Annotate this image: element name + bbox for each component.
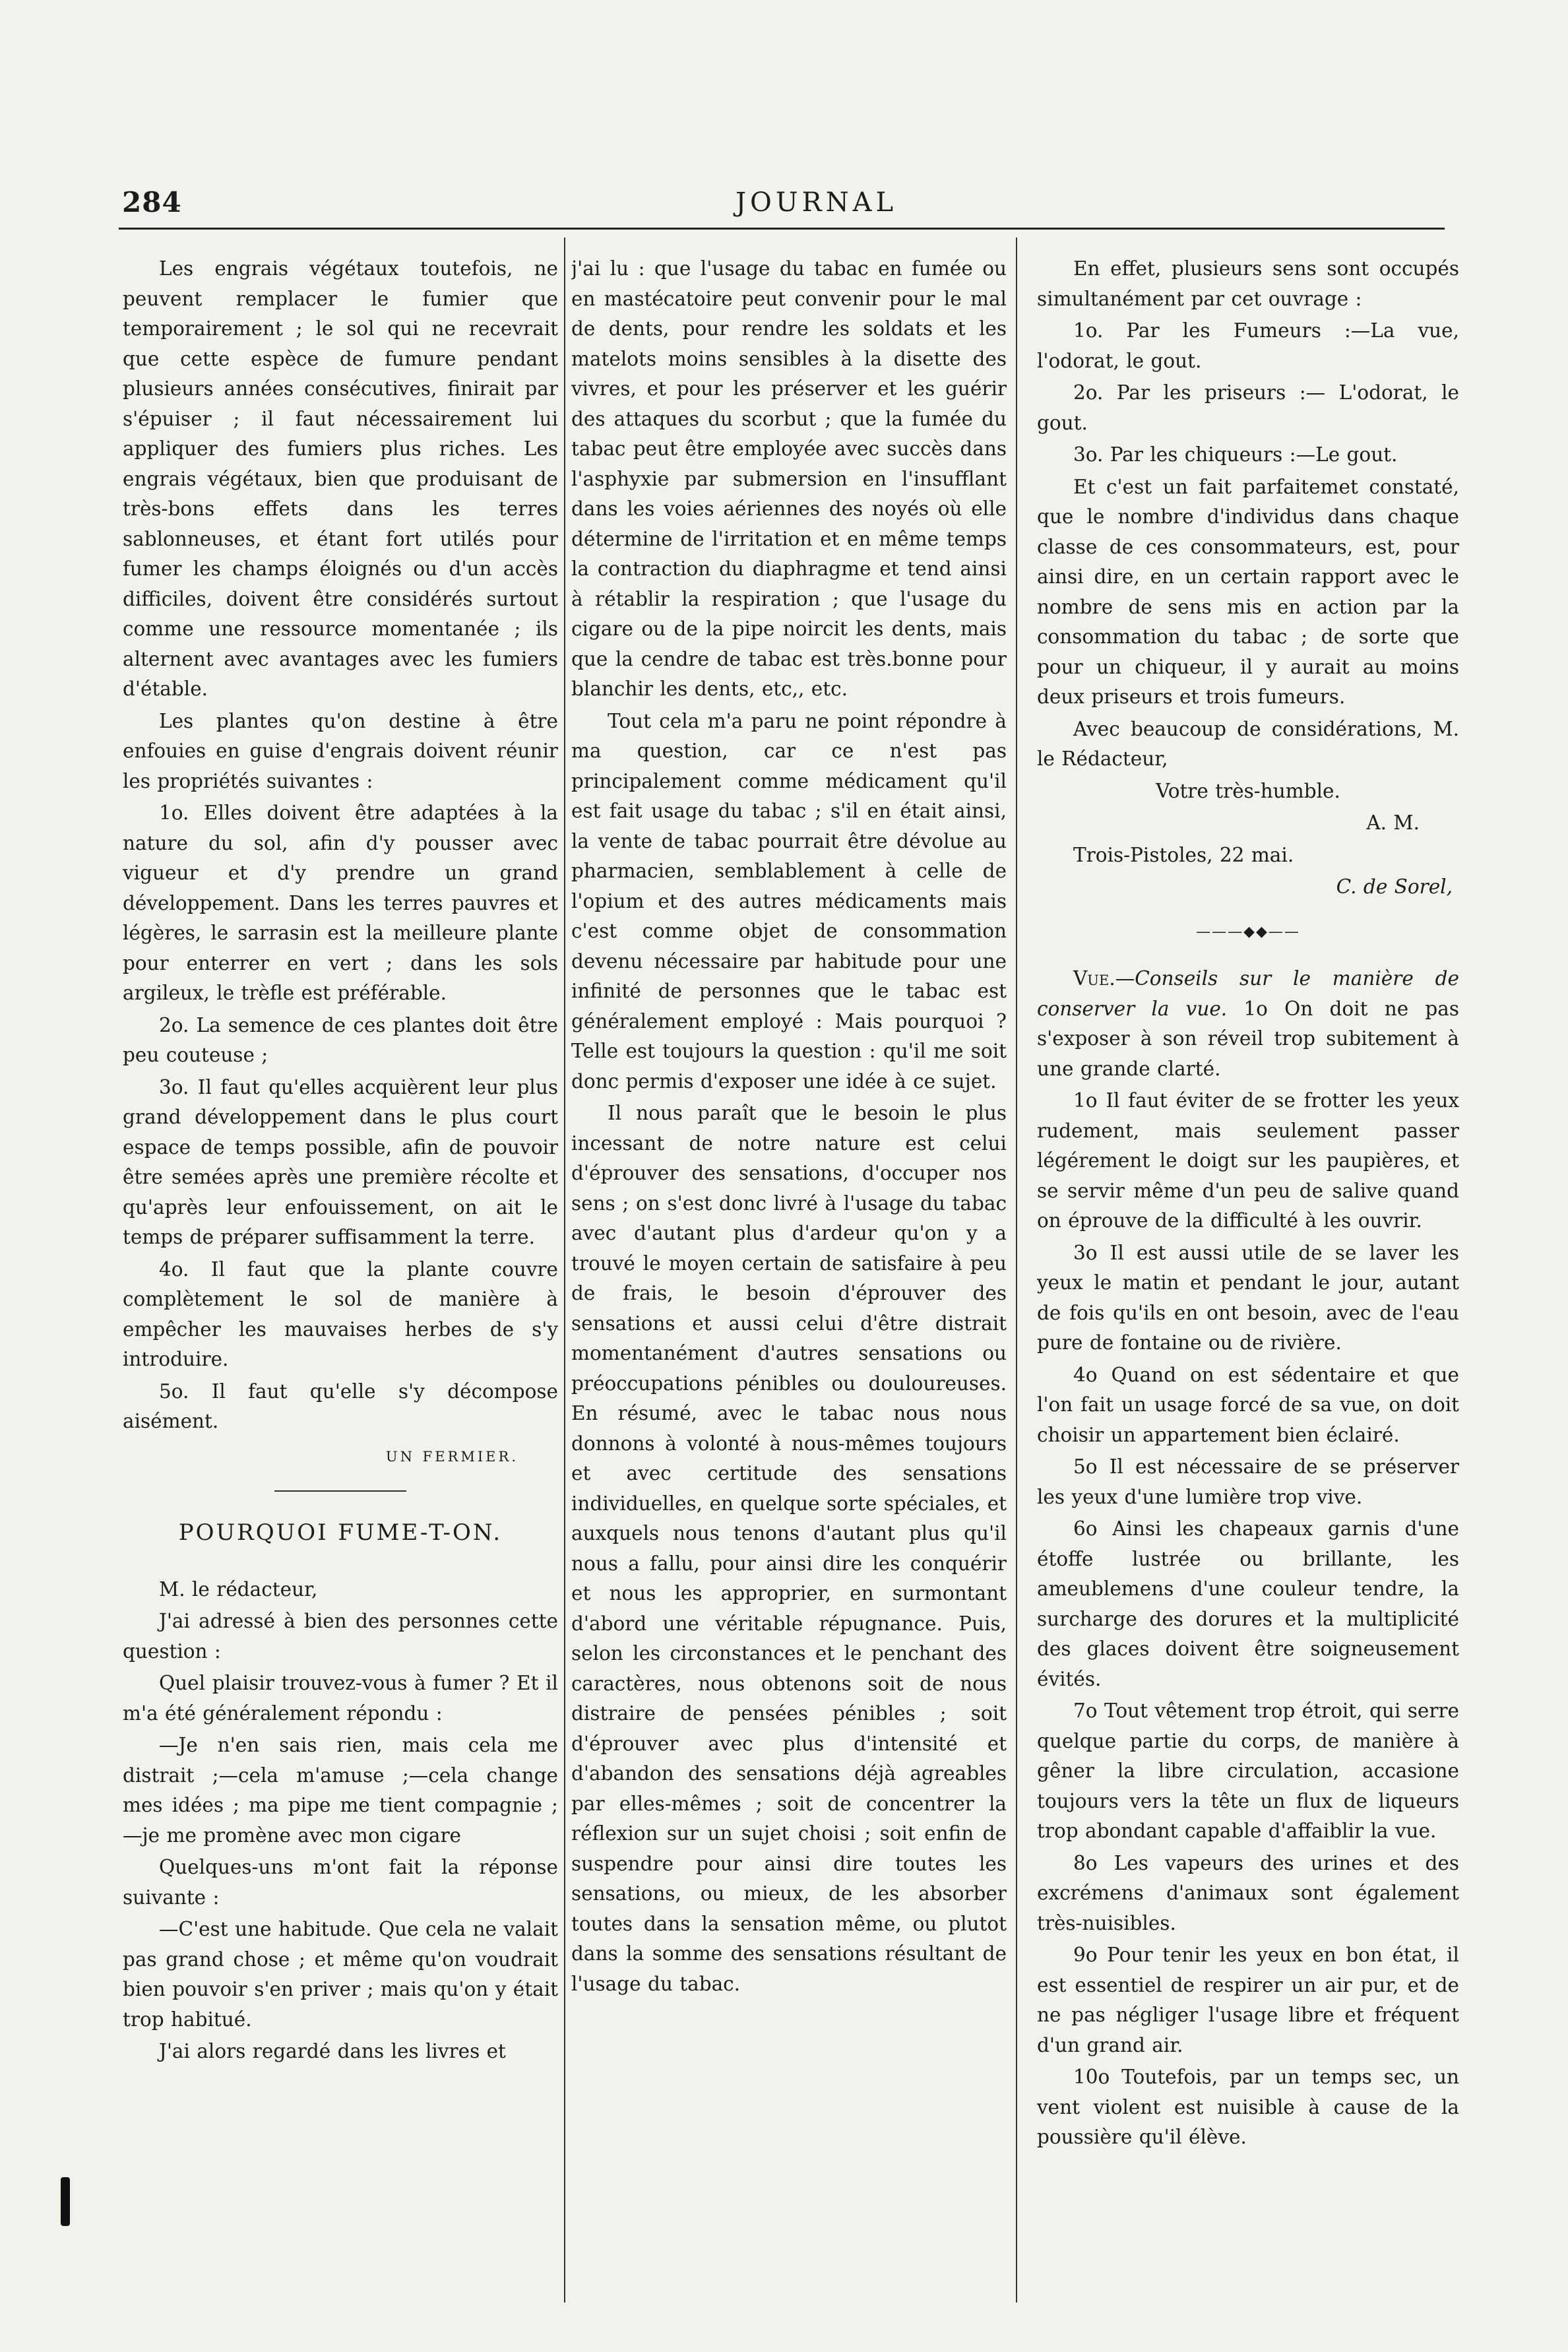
section-subtitle: —Conseils sur le manière de conserver la vue. (1037, 967, 1459, 1020)
paragraph: J'ai alors regardé dans les livres et (159, 2040, 506, 2062)
list-item: 1o Il faut éviter de se frotter les yeux rudement, mais seulement passer légérement le doigt sur les paupières, et se servir même d'un peu de salive quand on éprouve de la difficulté à les ouvrir. (1037, 1089, 1459, 1232)
list-item: 3o Il est aussi utile de se laver les yeux le matin et pendant le jour, autant de fois qu'ils en ont besoin, avec de l'eau pure de fontaine ou de rivière. (1037, 1241, 1459, 1354)
section-divider (274, 1490, 406, 1492)
paragraph: Les plantes qu'on destine à être enfouies en guise d'engrais doivent réunir les propriétés suivantes : (123, 709, 558, 792)
list-item: 7o Tout vêtement trop étroit, qui serre quelque partie du corps, de manière à gêner la libre circulation, accasione toujours vers la tête un flux de liqueurs trop abondant capable d'affaiblir la vue. (1037, 1700, 1459, 1842)
paragraph: Il nous paraît que le besoin le plus incessant de notre nature est celui d'éprouver des sensations, d'occuper nos sens ; on s'est donc livré à l'usage du tabac avec d'autant plus d'ardeur qu'on y a trouvé le moyen certain de satisfaire à peu de frais, le besoin d'éprouver des sensations et aussi celui d'être distrait momentanément d'autres sensations ou préoccupations pénibles ou douloureuses. En résumé, avec le tabac nous nous donnons à volonté à nous-mêmes toujours et avec certitude des sensations individuelles, en quelque sorte spéciales, et auxquels nous tenons d'autant plus qu'il nous a fallu, pour ainsi dire les conquérir et nous les approprier, en surmontant d'abord une véritable répugnance. Puis, selon les circonstances et le penchant des caractères, nous obtenons soit de nous distraire de pensées pénibles ; soit d'éprouver avec plus d'intensité et d'abandon des sensations déjà agreables par elles-mêmes ; soit de concentrer la réflexion sur un sujet choisi ; soit enfin de suspendre pour ainsi dire toutes les sensations, ou mieux, de les absorber toutes dans la sensation même, ou plutot dans la somme des sensations résultant de l'usage du tabac. (571, 1102, 1007, 1995)
page-header (122, 186, 1445, 232)
list-item: 5o Il est nécessaire de se préserver les yeux d'une lumière trop vive. (1037, 1455, 1459, 1508)
column-divider (564, 238, 565, 2303)
paragraph: 4o. Il faut que la plante couvre complètement le sol de manière à empêcher les mauvaises herbes de s'y introduire. (123, 1257, 558, 1370)
author-signature: UN FERMIER. (385, 1448, 518, 1465)
column-3 (1037, 254, 1459, 2306)
source-credit: C. de Sorel, (1336, 875, 1453, 898)
paragraph: En effet, plusieurs sens sont occupés simultanément par cet ouvrage : (1037, 257, 1459, 310)
ornament-divider: ———◆◆—— (1196, 923, 1300, 940)
column-2 (571, 254, 1007, 2306)
paragraph-text: 1o On doit ne pas s'exposer à son réveil trop subitement à une grande clarté. (1037, 997, 1459, 1080)
running-title: JOURNAL (736, 187, 898, 218)
paragraph: 1o. Elles doivent être adaptées à la nature du sol, afin d'y pousser avec vigueur et d'y prendre un grand développement. Dans les terres pauvres et légères, le sarrasin est la meilleure plante pour enterrer en vert ; dans les sols argileux, le trèfle est préférable. (123, 802, 558, 1004)
page-number: 284 (122, 186, 182, 218)
letter-place-date: Trois-Pistoles, 22 mai. (1073, 843, 1294, 866)
paragraph: —Je n'en sais rien, mais cela me distrait ;—cela m'amuse ;—cela change mes idées ; ma pipe me tient compagnie ;—je me promène avec mon cigare (123, 1734, 558, 1847)
list-item: 10o Toutefois, par un temps sec, un vent violent est nuisible à cause de la poussière qu'il élève. (1037, 2066, 1459, 2148)
article-heading: POURQUOI FUME-T-ON. (178, 1519, 503, 1546)
paragraph: Les engrais végétaux toutefois, ne peuvent remplacer le fumier que temporairement ; le sol qui ne recevrait que cette espèce de fumure pendant plusieurs années consécutives, finirait par s'épuiser ; il faut nécessairement lui appliquer des fumiers plus riches. Les engrais végétaux, bien que produisant de très-bons effets dans les terres sablonneuses, et étant fort utilés pour fumer les champs éloignés ou d'un accès difficiles, doivent être considérés surtout comme une ressource momentanée ; ils alternent avec avantages avec les fumiers d'étable. (123, 257, 558, 700)
paragraph: J'ai adressé à bien des personnes cette question : (123, 1610, 558, 1663)
paragraph: Et c'est un fait parfaitemet constaté, que le nombre d'individus dans chaque classe de ces consommateurs, est, pour ainsi dire, en un certain rapport avec le nombre de sens mis en action par la consommation du tabac ; de sorte que pour un chiqueur, il y aurait au moins deux priseurs et trois fumeurs. (1037, 475, 1459, 708)
paragraph: Quel plaisir trouvez-vous à fumer ? Et il m'a été généralement répondu : (123, 1672, 558, 1725)
letter-initials: A. M. (1366, 811, 1420, 834)
paragraph: Quelques-uns m'ont fait la réponse suivante : (123, 1856, 558, 1909)
column-divider (1016, 238, 1017, 2303)
list-item: 2o. Par les priseurs :— L'odorat, le gout. (1037, 381, 1459, 434)
salutation: M. le rédacteur, (159, 1577, 318, 1601)
letter-closing: Votre très-humble. (1156, 779, 1340, 802)
paragraph (1037, 964, 1459, 1084)
paragraph: 5o. Il faut qu'elle s'y décompose aisément. (123, 1380, 558, 1432)
paragraph: Tout cela m'a paru ne point répondre à ma question, car ce n'est pas principalement comme médicament qu'il est fait usage du tabac ; s'il en était ainsi, la vente de tabac pourrait être dévolue au pharmacien, semblablement à celle de l'opium et des autres médicaments mais c'est comme objet de consommation devenu nécessaire par habitude pour une infinité de personnes que le tabac est généralement employé : Mais pourquoi ? Telle est toujours la question : qu'il me soit donc permis d'exposer une idée à ce sujet. (571, 709, 1007, 1093)
paragraph: —C'est une habitude. Que cela ne valait pas grand chose ; et même qu'on voudrait bien pouvoir s'en priver ; mais qu'on y était trop habitué. (123, 1918, 558, 2031)
list-item: 1o. Par les Fumeurs :—La vue, l'odorat, le gout. (1037, 319, 1459, 372)
list-item: 4o Quand on est sédentaire et que l'on fait un usage forcé de sa vue, on doit choisir un appartement bien éclairé. (1037, 1363, 1459, 1446)
list-item: 9o Pour tenir les yeux en bon état, il est essentiel de respirer un air pur, et de ne pas négliger l'usage libre et fréquent d'un grand air. (1037, 1944, 1459, 2056)
paragraph: 3o. Il faut qu'elles acquièrent leur plus grand développement dans le plus court espace de temps possible, afin de pouvoir être semées après une première récolte et qu'après leur enfouissement, on ait le temps de préparer suffisamment la terre. (123, 1075, 558, 1248)
paragraph: j'ai lu : que l'usage du tabac en fumée ou en mastécatoire peut convenir pour le mal de dents, pour rendre les soldats et les matelots moins sensibles à la disette des vivres, et pour les préserver et les guérir des attaques du scorbut ; que la fumée du tabac peut être employée avec succès dans l'asphyxie par submersion en l'insufflant dans les voies aériennes des noyés où elle détermine de l'irritation et en même temps la contraction du diaphragme et tend ainsi à rétablir la respiration ; que l'usage du cigare ou de la pipe noircit les dents, mais que la cendre de tabac est très.bonne pour blanchir les dents, etc,, etc. (571, 257, 1007, 700)
column-1 (123, 254, 558, 2306)
list-item: 6o Ainsi les chapeaux garnis d'une étoffe lustrée ou brillante, les ameublemens d'une couleur tendre, la surcharge des dorures et la multiplicité des glaces doivent être soigneusement évités. (1037, 1517, 1459, 1690)
list-item: 8o Les vapeurs des urines et des excrémens d'animaux sont également très-nuisibles. (1037, 1851, 1459, 1934)
scan-edge-mark (61, 2177, 70, 2226)
header-rule (119, 228, 1445, 230)
paragraph: 2o. La semence de ces plantes doit être peu couteuse ; (123, 1013, 558, 1066)
list-item: 3o. Par les chiqueurs :—Le gout. (1073, 443, 1398, 466)
paragraph: Avec beaucoup de considérations, M. le Rédacteur, (1037, 717, 1459, 770)
section-title: Vue. (1073, 967, 1115, 990)
